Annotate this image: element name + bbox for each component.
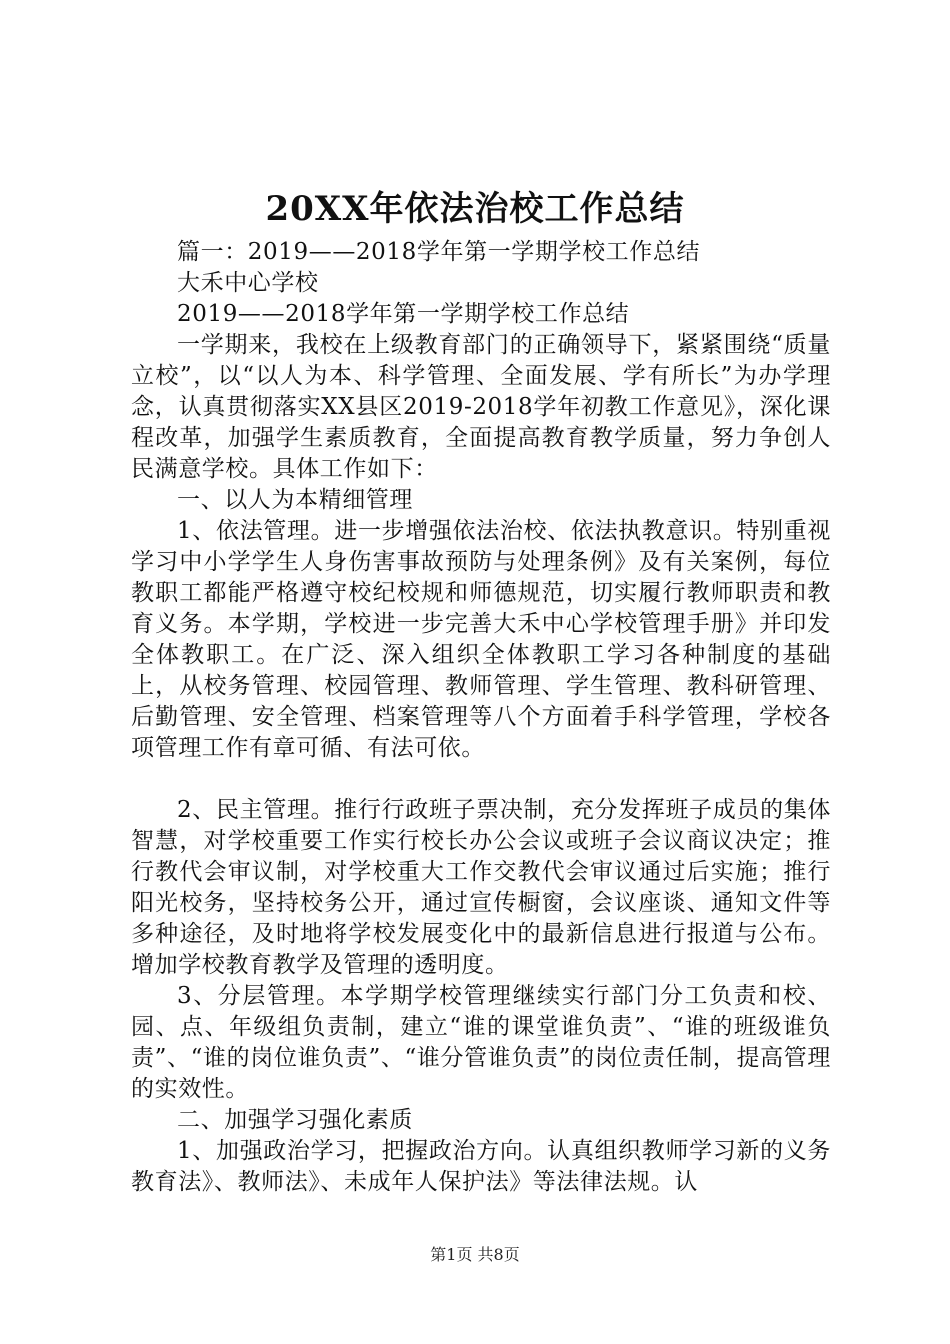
- body-paragraph: 2、民主管理。推行行政班子票决制，充分发挥班子成员的集体智慧，对学校重要工作实行校长办公会议或班子会议商议决定；推行教代会审议制，对学校重大工作交教代会审议通过后实施；推行阳光校务，坚持校务公开，通过宣传橱窗，会议座谈、通知文件等多种途径，及时地将学校发展变化中的最新信息进行报道与公布。增加学校教育教学及管理的透明度。: [131, 797, 831, 978]
- report-heading-paragraph: 2019——2018学年第一学期学校工作总结: [177, 301, 630, 327]
- section-heading-1: 一、以人为本精细管理: [177, 487, 413, 513]
- school-name-paragraph: 大禾中心学校: [177, 270, 319, 296]
- section-heading-2: 二、加强学习强化素质: [177, 1107, 413, 1133]
- body-paragraph: 1、依法管理。进一步增强依法治校、依法执教意识。特别重视学习中小学学生人身伤害事故预防与处理条例》及有关案例，每位教职工都能严格遵守校纪校规和师德规范，切实履行教师职责和教育义务。本学期，学校进一步完善大禾中心学校管理手册》并印发全体教职工。在广泛、深入组织全体教职工学习各种制度的基础上，从校务管理、校园管理、教师管理、学生管理、教科研管理、后勤管理、安全管理、档案管理等八个方面着手科学管理，学校各项管理工作有章可循、有法可依。: [131, 518, 831, 761]
- page-number: 第1页 共8页: [430, 1245, 520, 1264]
- subtitle-paragraph: 篇一：2019——2018学年第一学期学校工作总结: [177, 239, 701, 265]
- document-body: [131, 237, 831, 1198]
- body-paragraph: 3、分层管理。本学期学校管理继续实行部门分工负责和校、园、点、年级组负责制，建立“谁的课堂谁负责”、“谁的班级谁负责”、“谁的岗位谁负责”、“谁分管谁负责”的岗位责任制，提高管理的实效性。: [131, 983, 831, 1102]
- page-footer: [0, 1244, 950, 1266]
- intro-paragraph: 一学期来，我校在上级教育部门的正确领导下，紧紧围绕“质量立校”，以“以人为本、科学管理、全面发展、学有所长”为办学理念，认真贯彻落实XX县区2019-2018学年初教工作意见》，深化课程改革，加强学生素质教育，全面提高教育教学质量，努力争创人民满意学校。具体工作如下：: [131, 332, 831, 482]
- document-title: 20XX年依法治校工作总结: [265, 189, 685, 229]
- body-paragraph: 1、加强政治学习，把握政治方向。认真组织教师学习新的义务教育法》、教师法》、未成年人保护法》等法律法规。认: [131, 1138, 831, 1195]
